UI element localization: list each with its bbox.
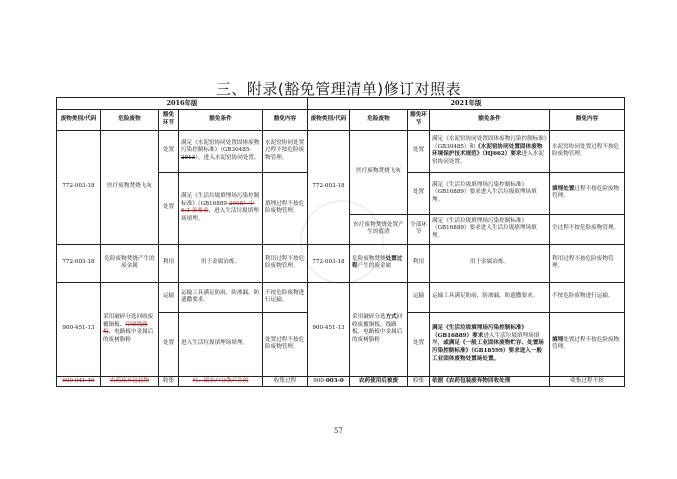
cell-stage: 处置: [159, 172, 179, 244]
cell-stage: 运输: [408, 282, 430, 312]
cell-stage: 处置: [159, 312, 179, 376]
cell-stage: 收集: [159, 376, 179, 387]
cell-waste: 危险废物焚烧产生的废金属: [101, 244, 159, 282]
cell-condition: 满足《生活垃圾填埋场污染控制标准》（GB16889-2008）中 6.3 条要求，进入生活垃圾填埋场填埋。: [179, 172, 263, 244]
col-header-stage: 豁免环节: [408, 109, 430, 130]
cell-code: 900-451-13: [308, 282, 350, 376]
cell-waste: 农药废弃包装物: [101, 376, 159, 387]
col-header-waste: 危险废物: [350, 109, 408, 130]
cell-code: 772-003-18: [308, 244, 350, 282]
col-header-content: 豁免内容: [550, 109, 625, 130]
cell-waste: 采用破碎分选回收废覆铜板、印刷线路板、电路板中金属后的废树脂粉: [101, 282, 159, 376]
col-header-code: 废物类别/代码: [308, 109, 350, 130]
col-header-content: 豁免内容: [263, 109, 308, 130]
cell-content: 填埋过程不按危险废物管理。: [263, 172, 308, 244]
col-header-waste: 危险废物: [101, 109, 159, 130]
cell-code: 772-003-18: [308, 130, 350, 244]
cell-condition: 用于金属冶炼。: [179, 244, 263, 282]
cell-waste: 危险废物焚烧处置过程产生的废金属: [350, 244, 408, 282]
cell-stage: 利用: [159, 244, 179, 282]
col-header-condition: 豁免条件: [430, 109, 550, 130]
cell-content: 水泥窑协同处置过程不按危险废物管理。: [550, 130, 625, 172]
cell-waste: 医疗废物焚烧飞灰: [101, 130, 159, 244]
cell-condition: 运输工具满足防雨、防渗漏、防遗撒要求。: [179, 282, 263, 312]
page-title: 三、附录(豁免管理清单)修订对照表: [215, 80, 462, 98]
table-row: [57, 130, 625, 172]
cell-stage: 处置: [408, 130, 430, 172]
cell-content: 水泥窑协同处置过程不按危险废物管理。: [263, 130, 308, 172]
revision-comparison-table: [56, 97, 625, 387]
cell-condition: 用于金属冶炼。: [430, 244, 550, 282]
cell-content: 利用过程不按危险废物管理。: [263, 244, 308, 282]
cell-waste: 医疗废物焚烧飞灰: [350, 130, 408, 214]
cell-content: 收集过程不按: [550, 376, 625, 387]
cell-condition: 满足《生活垃圾填埋场污染控制标准》（GB16889）要求进入生活垃圾填埋场填埋。: [430, 214, 550, 244]
table-row: [57, 376, 625, 387]
cell-code: 772-003-18: [57, 130, 101, 244]
col-header-code: 废物类别/代码: [57, 109, 101, 130]
cell-condition: 满足《生活垃圾填埋场污染控制标准》（GB16889）要求进入生活垃圾填埋场填埋。: [430, 172, 550, 214]
table-row: [57, 282, 625, 312]
page-number: 57: [334, 427, 343, 435]
cell-stage: 处置: [408, 312, 430, 376]
cell-condition: 运输工具满足防雨、防渗漏、防遗撒要求。: [430, 282, 550, 312]
cell-content: 全过程不按危险废物管理。: [550, 214, 625, 244]
table-row: [57, 244, 625, 282]
cell-content: 不按危险废物进行运输。: [263, 282, 308, 312]
cell-stage: 运输: [159, 282, 179, 312]
cell-content: 收集过程: [263, 376, 308, 387]
cell-condition: 进入生活垃圾填埋场填埋。: [179, 312, 263, 376]
cell-condition: 满足《生活垃圾填埋场污染控制标准》（GB16889）要求进入生活垃圾填埋场填埋，或满足《一般工业固体废物贮存、处置场污染控制标准》（GB18599）要求进入一般工业固体废物处置场处置。: [430, 312, 550, 376]
cell-code: 900-041-49: [57, 376, 101, 387]
cell-content: 填埋处置过程不按危险废物管理。: [550, 312, 625, 376]
cell-stage: 收集: [408, 376, 430, 387]
cell-condition: 满足《水泥窑协同处置固体废物污染控制标准》（GB30485）和《水泥窑协同处置固体废物环境保护技术规范》（HJ662）要求进入水泥窑协同处置。: [430, 130, 550, 172]
cell-condition: 满足《水泥窑协同处置固体废物污染控制标准》（GB30485-2013），进入水泥窑协同处置。: [179, 130, 263, 172]
cell-content: 填埋处置过程不按危险废物管理。: [550, 172, 625, 214]
cell-content: 不按危险废物进行运输。: [550, 282, 625, 312]
cell-waste: 医疗废物焚烧处置产生的底渣: [350, 214, 408, 244]
cell-stage: 处置: [159, 130, 179, 172]
cell-content: 处置过程不按危险废物管理。: [263, 312, 308, 376]
cell-stage: 处置: [408, 172, 430, 214]
cell-waste: 农药使用后被废: [350, 376, 408, 387]
col-header-condition: 豁免条件: [179, 109, 263, 130]
cell-code: 772-003-18: [57, 244, 101, 282]
cell-code: 900-451-13: [57, 282, 101, 376]
cell-waste: 采用破碎分选方式回收废覆铜板、线路板、电路板中金属后的废树脂粉: [350, 282, 408, 376]
col-header-stage: 豁免环节: [159, 109, 179, 130]
cell-stage: 全部环节: [408, 214, 430, 244]
cell-code: 900-003-0: [308, 376, 350, 387]
version-header-2016: 2016年版: [57, 98, 308, 110]
cell-stage: 利用: [408, 244, 430, 282]
cell-condition: 村、镇农户分散产生的: [179, 376, 263, 387]
version-header-2021: 2021年版: [308, 98, 625, 110]
cell-content: 利用过程不按危险废物管理。: [550, 244, 625, 282]
cell-condition: 依据《农药包装废弃物回收处理: [430, 376, 550, 387]
